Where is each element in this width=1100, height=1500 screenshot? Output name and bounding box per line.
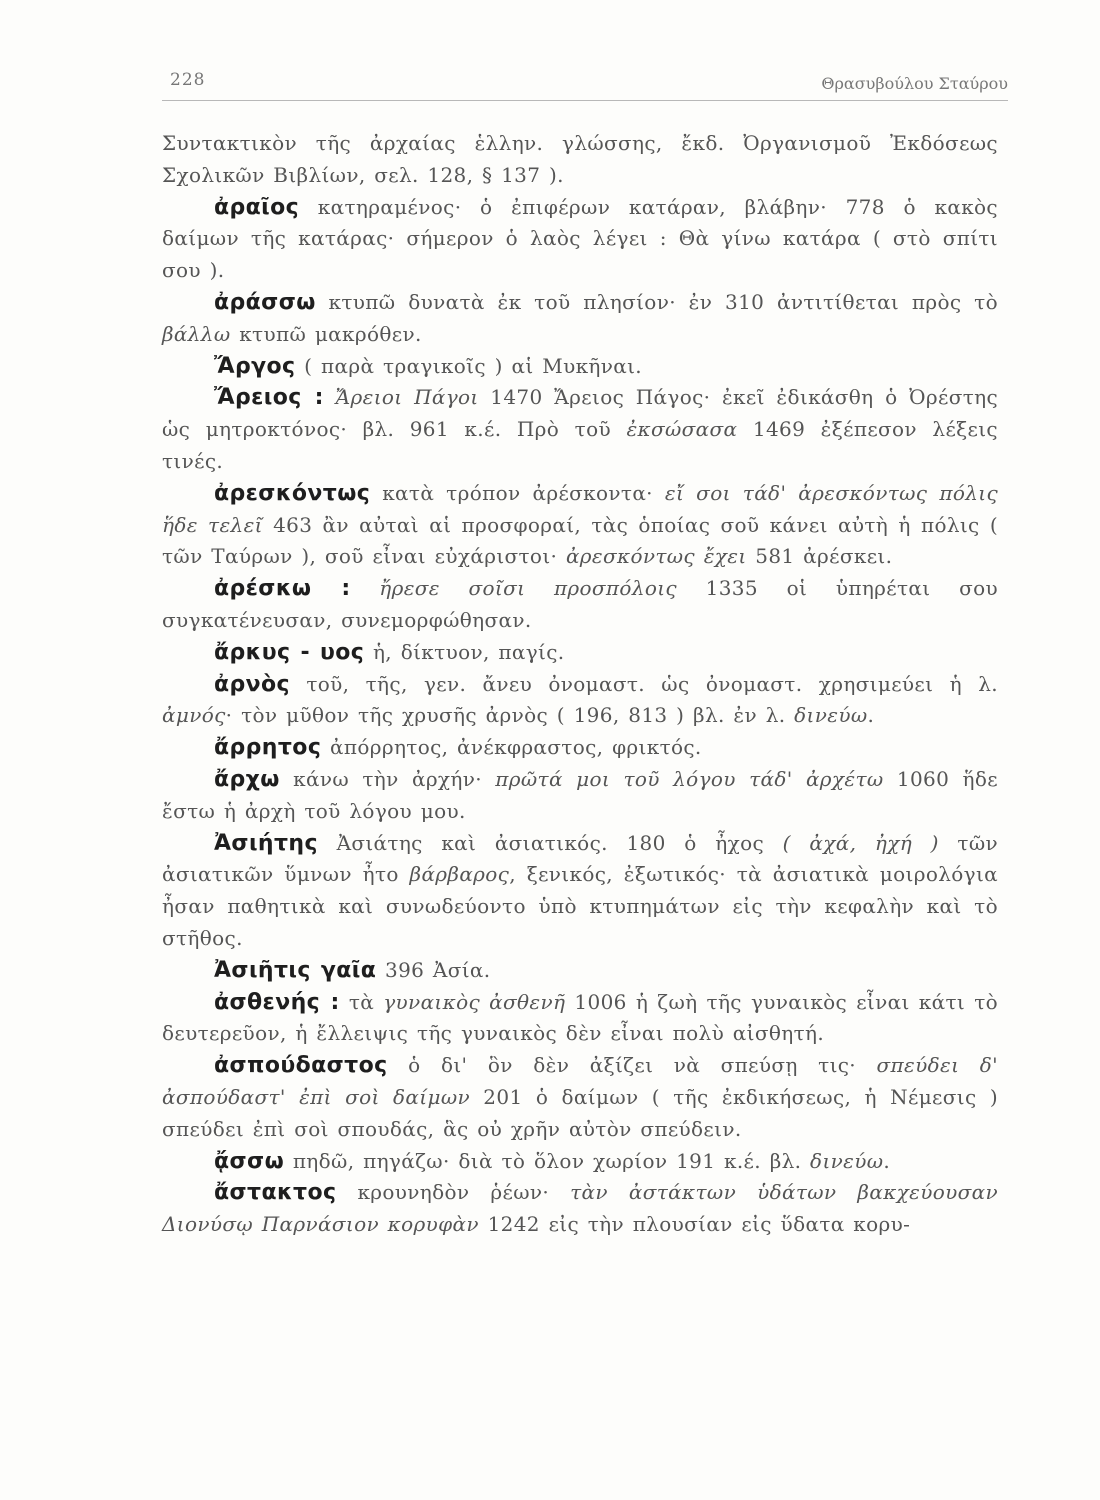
entry-definition: ὁ δι' ὃν δὲν ἀξίζει νὰ σπεύσῃ τις· [387,1053,877,1078]
entry-definition: ἀπόρρητος, ἀνέκφραστος, φρικτός. [321,735,702,760]
entry-definition: κτυπῶ μακρόθεν. [230,321,422,346]
glossary-entry [162,192,998,287]
entry-headword: ἄστακτος [214,1180,337,1206]
entry-definition: 1469 ἐξέπεσον λέξεις τινές. [162,417,998,473]
entry-definition: κατὰ τρόπον ἀρέσκοντα· [370,480,665,505]
entry-citation: βάλλω [162,321,231,346]
entry-headword: ἄρρητος [214,735,322,761]
entry-headword: ᾄσσω [214,1148,285,1174]
entry-definition: ἡ, δίκτυον, παγίς. [364,639,565,664]
entry-citation: ἀρεσκόντως [565,544,695,569]
entry-headword: ἀράσσω [214,289,316,315]
entry-definition: 1242 εἰς τὴν πλουσίαν εἰς ὕδατα κορυ- [478,1212,911,1237]
entry-citation: ἔχει [703,544,747,569]
entry-headword: Ἀσιῆτις γαῖα [214,957,377,983]
entry-definition: πηδῶ, πηγάζω· διὰ τὸ ὅλον χωρίον 191 κ.έ. βλ. [284,1148,811,1173]
entry-headword: ἄρχω [214,766,280,792]
entry-citation: εἴ σοι τάδ' ἀρεσκόντως πόλις ἥδε τελεῖ [162,480,998,537]
glossary-entry [162,287,998,351]
entry-citation: σπεύδει δ' ἀσπούδαστ' ἐπὶ σοὶ δαίμων [162,1053,998,1109]
entry-citation: ἐκσώσασα [626,417,738,442]
entry-definition: κτυπῶ δυνατὰ ἐκ τοῦ πλησίον· ἐν 310 ἀντιτίθεται πρὸς τὸ [315,289,998,314]
page-header [162,66,1008,101]
glossary-entry [162,732,998,764]
entry-headword: Ἄργος [214,353,296,379]
entry-definition: 201 ὁ δαίμων ( τῆς ἐκδικήσεως, ἡ Νέμεσις ) σπεύδει ἐπὶ σοὶ σπουδάς, ἃς οὐ χρῆν αὐτὸν σπεύδειν. [162,1084,998,1141]
entry-citation: δινεύω [810,1148,884,1173]
glossary-entry [162,1050,998,1145]
glossary-entry [162,478,998,573]
entry-definition: 581 ἀρέσκει. [746,544,893,569]
glossary-entry [162,1146,998,1178]
entry-definition: . [883,1148,891,1173]
entry-citation: ( ἀχά, ἠχή ) [782,830,939,855]
entry-definition: ( παρὰ τραγικοῖς ) αἱ Μυκῆναι. [295,353,643,378]
running-head: Θρασυβούλου Σταύρου [821,74,1008,93]
glossary-entry [162,955,998,987]
entry-definition: 463 ἂν αὐταὶ αἱ προσφοραί, τὰς ὁποίας σοῦ κάνει αὐτὴ ἡ πόλις ( τῶν Ταύρων ), σοῦ εἶναι εὐχάριστοι· [162,512,998,569]
entry-headword: ἀσπούδαστος [214,1053,388,1079]
entry-headword: ἀρεσκόντως [214,480,371,506]
entry-definition: τοῦ, τῆς, γεν. ἄνευ ὀνομαστ. ὡς ὀνομαστ. χρησιμεύει ἡ λ. [290,671,998,696]
entry-citation: ἤρεσε σοῖσι προσπόλοις [379,576,677,601]
glossary-entry [162,382,998,477]
entry-definition [695,544,704,568]
entry-definition: . [867,703,875,728]
entry-definition: κατηραμένος· ὁ ἐπιφέρων κατάραν, βλάβην· 778 ὁ κακὸς δαίμων τῆς κατάρας· σήμερον ὁ λαὸς λέγει : Θὰ γίνω κατάρα ( στὸ σπίτι σου ). [162,194,998,283]
entry-citation: τὰν ἀστάκτων ὑδάτων βακχεύουσαν Διονύσῳ Παρνάσιον κορυφὰν [162,1180,998,1237]
entry-definition: Ἀσιάτης καὶ ἀσιατικός. 180 ὁ ἦχος [317,830,783,855]
glossary-entry [162,669,998,733]
entry-definition: κάνω τὴν ἀρχήν· [279,766,496,791]
entry-definition: 1060 ἥδε ἔστω ἡ ἀρχὴ τοῦ λόγου μου. [162,766,998,823]
glossary-entry [162,573,998,637]
entry-definition: τῶν ἀσιατικῶν ὕμνων ἦτο [162,830,998,887]
entry-definition: 396 Ἀσία. [376,957,491,982]
glossary-body [162,128,998,1241]
entry-definition [351,576,380,600]
entry-definition [324,385,336,409]
entry-citation: βάρβαρος [409,862,510,887]
continuation-text: Συντακτικὸν τῆς ἀρχαίας ἑλλην. γλώσσης, ἔκδ. Ὀργανισμοῦ Ἐκδόσεως Σχολικῶν Βιβλίων, σελ. 128, § 137 ). [162,131,998,187]
entry-headword: ἀσθενής : [214,989,340,1015]
entry-headword: ἀραῖος [214,194,300,220]
entry-headword: ἄρκυς - υος [214,639,365,665]
glossary-entry [162,828,998,955]
glossary-entry [162,351,998,383]
entry-headword: ἀρνὸς [214,671,291,697]
entry-definition: 1335 οἱ ὑπηρέται σου συγκατένευσαν, συνεμορφώθησαν. [162,576,998,632]
entry-definition: 1006 ἡ ζωὴ τῆς γυναικὸς εἶναι κάτι τὸ δευτερεῦον, ἡ ἔλλειψις τῆς γυναικὸς δὲν εἶναι πολὺ αἰσθητή. [162,989,999,1046]
entry-definition: κρουνηδὸν ῥέων· [336,1180,571,1205]
entry-headword: Ἀσιήτης [214,830,318,856]
glossary-entry [162,764,998,828]
page-number: 228 [170,70,206,90]
entry-headword: ἀρέσκω : [214,576,351,602]
entry-citation: Ἄρειοι Πάγοι [335,385,479,410]
glossary-entry [162,987,998,1051]
entry-citation: πρῶτά μοι τοῦ λόγου τάδ' ἀρχέτω [495,766,884,791]
entry-citation: ἀμνός [162,703,226,728]
entry-citation: δινεύω [794,703,868,728]
entry-headword: Ἄρειος : [214,385,324,411]
entry-definition: , ξενικός, ἐξωτικός· τὰ ἀσιατικὰ μοιρολόγια ἦσαν παθητικὰ καὶ συνωδεύοντο ὑπὸ κτυπημάτων εἰς τὴν κεφαλὴν καὶ τὸ στῆθος. [162,862,998,950]
glossary-entry [162,637,998,669]
entry-definition: τὰ [339,989,384,1014]
entry-definition: · τὸν μῦθον τῆς χρυσῆς ἀρνὸς ( 196, 813 ) βλ. ἐν λ. [225,703,795,728]
entry-definition: 1470 Ἄρειος Πάγος· ἐκεῖ ἐδικάσθη ὁ Ὀρέστης ὡς μητροκτόνος· βλ. 961 κ.έ. Πρὸ τοῦ [162,385,998,442]
glossary-entry [162,1177,998,1241]
entry-citation: γυναικὸς ἀσθενῆ [383,989,566,1014]
